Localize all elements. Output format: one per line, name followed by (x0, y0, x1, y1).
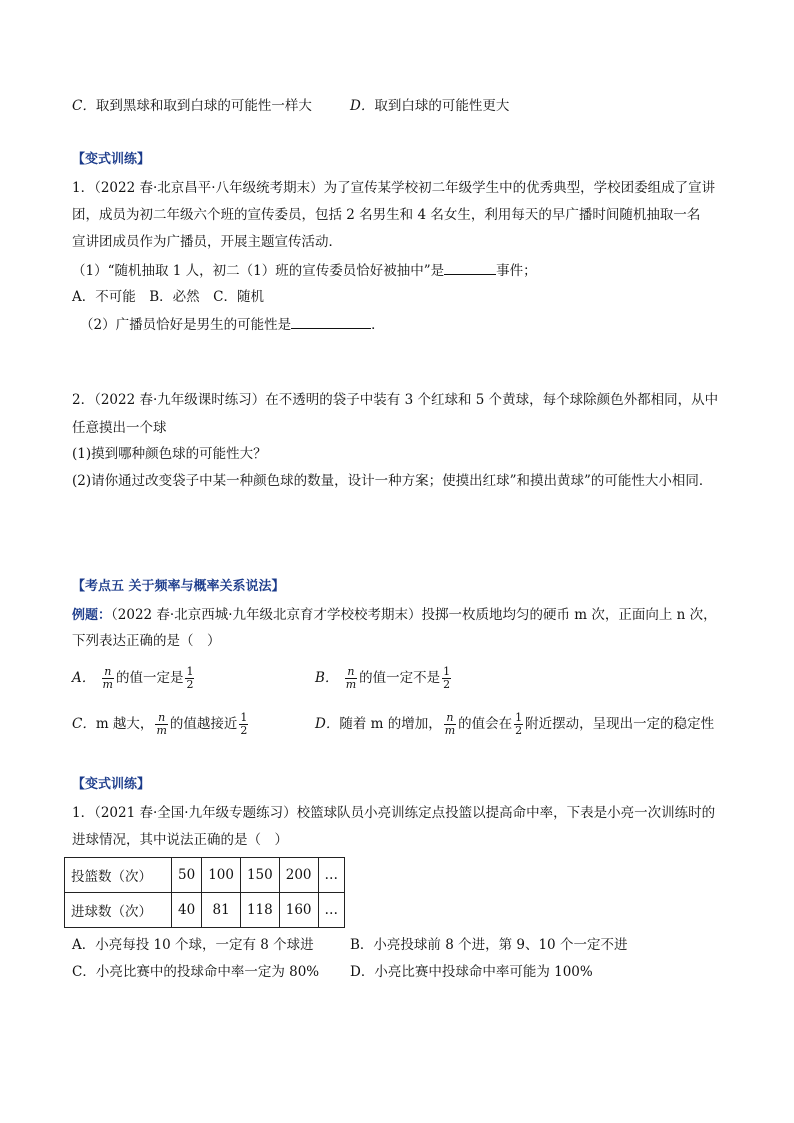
q3-text-line-1: 1．（2021 春·全国·九年级专题练习）校篮球队员小亮训练定点投篮以提高命中率，下表是小亮一次训练时的 (72, 805, 716, 821)
table-cell: 进球数（次） (65, 893, 172, 928)
shooting-stats-table (64, 857, 345, 928)
table-cell: 160 (279, 893, 318, 928)
q1-part-2: （2）广播员恰好是男生的可能性是 ． (80, 314, 385, 335)
section-heading-variant-1: 【变式训练】 (72, 152, 151, 167)
table-cell: 40 (172, 893, 202, 928)
fraction-n-over-m: $\frac{n}{m}$ (156, 711, 167, 737)
table-cell: 200 (279, 858, 318, 893)
q2-text-line-1: 2．（2022 春·九年级课时练习）在不透明的袋子中装有 3 个红球和 5 个黄球，每个球除颜色外都相同，从中 (72, 392, 719, 408)
answer-blank-1[interactable] (444, 260, 496, 275)
fraction-one-half: $\frac{1}{2}$ (443, 665, 451, 691)
example-option-b: B． $\frac{n}{m}$ 的值一定不是 $\frac{1}{2}$ (315, 665, 451, 691)
table-cell: 50 (172, 858, 202, 893)
q2-text-line-2: 任意摸出一个球 (72, 420, 167, 436)
fraction-one-half: $\frac{1}{2}$ (240, 711, 248, 737)
example-line-1: 例题：（2022 春·北京西城·九年级北京育才学校校考期末）投掷一枚质地均匀的硬币 m 次，正面向上 n 次， (72, 607, 717, 623)
answer-blank-2[interactable] (291, 314, 371, 329)
q1-text-line-3: 宣讲团成员作为广播员，开展主题宣传活动． (72, 234, 342, 250)
table-cell: … (318, 893, 345, 928)
fraction-one-half: $\frac{1}{2}$ (186, 665, 194, 691)
fraction-n-over-m: $\frac{n}{m}$ (102, 665, 113, 691)
q3-text-line-2: 进球情况，其中说法正确的是（ ） (72, 832, 288, 848)
prev-option-c: C．取到黑球和取到白球的可能性一样大 (72, 98, 312, 114)
q1-text-line-2: 团，成员为初二年级六个班的宣传委员，包括 2 名男生和 4 名女生，利用每天的早广播时间随机抽取一名 (72, 207, 701, 223)
q2-sub-1: (1)摸到哪种颜色球的可能性大？ (72, 446, 267, 462)
table-cell: 118 (240, 893, 279, 928)
fraction-n-over-m: $\frac{n}{m}$ (444, 711, 456, 737)
table-cell: 投篮数（次） (65, 858, 172, 893)
q1-part-1: （1）“随机抽取 1 人，初二（1）班的宣传委员恰好被抽中”是 事件； (72, 260, 537, 281)
table-cell: 150 (240, 858, 279, 893)
fraction-n-over-m: $\frac{n}{m}$ (345, 665, 357, 691)
table-cell: 100 (202, 858, 241, 893)
example-option-a: A． $\frac{n}{m}$ 的值一定是 $\frac{1}{2}$ (72, 665, 194, 691)
table-cell: … (318, 858, 345, 893)
q2-sub-2: (2)请你通过改变袋子中某一种颜色球的数量，设计一种方案；使摸出红球”和摸出黄球”的可能性大小相同． (72, 473, 713, 489)
example-line-2: 下列表达正确的是（ ） (72, 633, 221, 649)
q3-option-a: A．小亮每投 10 个球，一定有 8 个球进 (72, 937, 314, 953)
q1-options: A．不可能 B．必然 C．随机 (72, 289, 264, 305)
fraction-one-half: $\frac{1}{2}$ (515, 711, 523, 737)
q1-text-line-1: 1．（2022 春·北京昌平·八年级统考期末）为了宣传某学校初二年级学生中的优秀典型，学校团委组成了宣讲 (72, 180, 716, 196)
q3-option-c: C．小亮比赛中的投球命中率一定为 80% (72, 964, 320, 980)
q3-option-b: B．小亮投球前 8 个进，第 9、10 个一定不进 (350, 937, 628, 953)
section-heading-topic-5: 【考点五 关于频率与概率关系说法】 (72, 579, 285, 594)
prev-option-d: D．取到白球的可能性更大 (350, 98, 510, 114)
example-option-d: D．随着 m 的增加， $\frac{n}{m}$ 的值会在 $\frac{1}{2}$ 附近摆动，呈现出一定的稳定性 (315, 711, 715, 737)
table-row (65, 858, 345, 893)
example-option-c: C．m 越大， $\frac{n}{m}$ 的值越接近 $\frac{1}{2}$ (72, 711, 248, 737)
table-cell: 81 (202, 893, 241, 928)
q3-option-d: D．小亮比赛中投球命中率可能为 100% (350, 964, 593, 980)
table-row (65, 893, 345, 928)
section-heading-variant-2: 【变式训练】 (72, 777, 151, 792)
